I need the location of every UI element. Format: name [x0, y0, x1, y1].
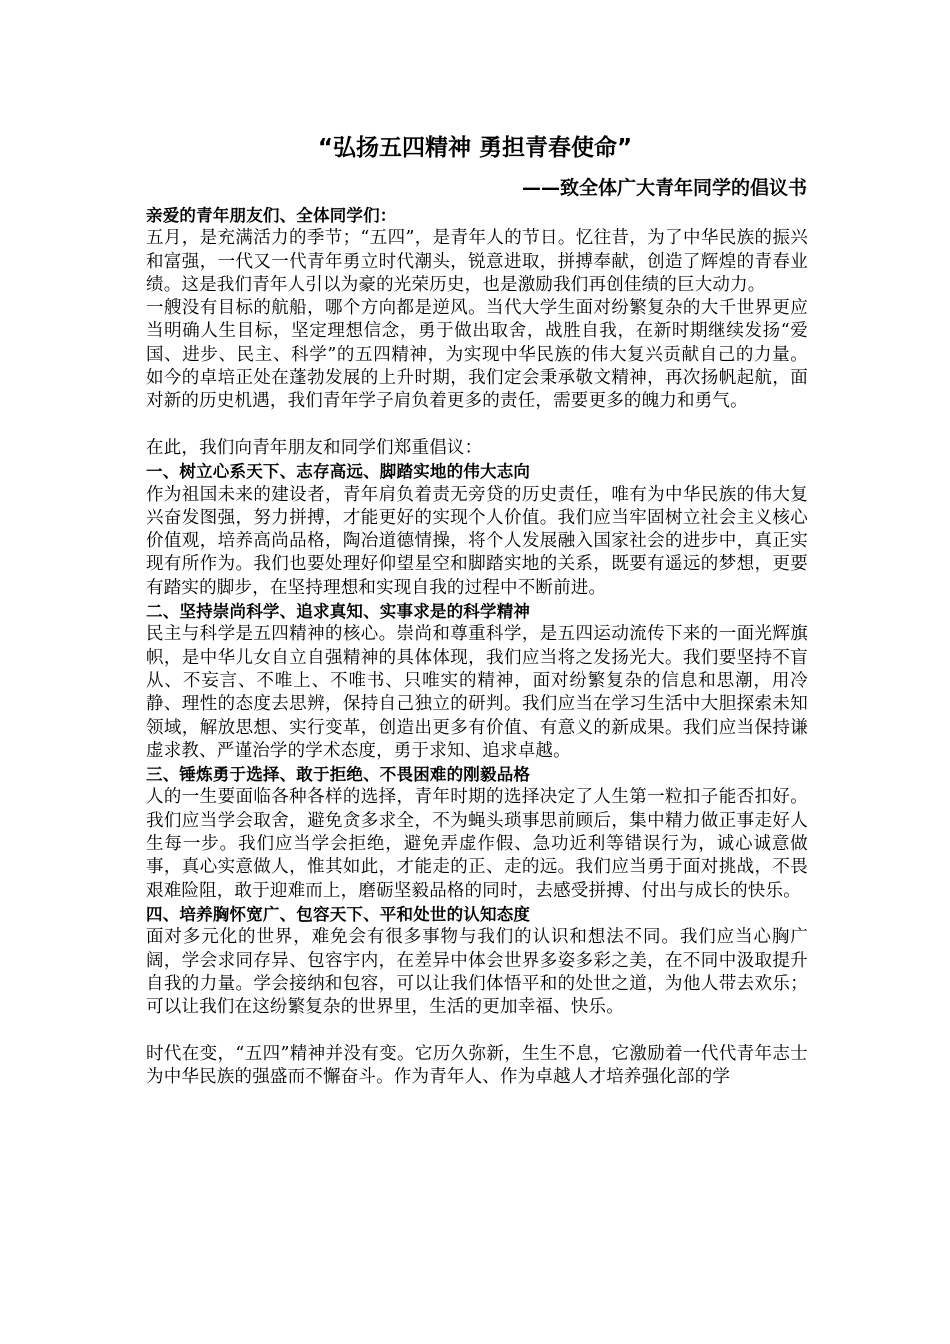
blank-line: [146, 414, 808, 437]
section-text: 民主与科学是五四精神的核心。崇尚和尊重科学，是五四运动流传下来的一面光辉旗帜，是中华儿女自立自强精神的具体体现，我们应当将之发扬光大。我们要坚持不盲从、不妄言、不唯上、不唯书、只唯实的精神，面对纷繁复杂的信息和思潮，用冷静、理性的态度去思辨，保持自己独立的研判。我们应当在学习生活中大胆探索未知领域，解放思想、实行变革，创造出更多有价值、有意义的新成果。我们应当保持谦虚求教、严谨治学的学术态度，勇于求知、追求卓越。: [146, 624, 808, 761]
section-heading: 三、锤炼勇于选择、敢于拒绝、不畏困难的刚毅品格: [146, 765, 531, 785]
call-intro: 在此，我们向青年朋友和同学们郑重倡议：: [146, 437, 483, 458]
section-heading: 一、树立心系天下、志存高远、脚踏实地的伟大志向: [146, 462, 531, 482]
section-text: 人的一生要面临各种各样的选择，青年时期的选择决定了人生第一粒扣子能否扣好。我们应当学会取舍，避免贪多求全，不为蝇头琐事思前顾后，集中精力做正事走好人生每一步。我们应当学会拒绝，避免弄虚作假、急功近利等错误行为，诚心诚意做事，真心实意做人，惟其如此，才能走的正、走的远。我们应当勇于面对挑战，不畏艰难险阻，敢于迎难而上，磨砺坚毅品格的同时，去感受拼搏、付出与成长的快乐。: [146, 787, 808, 901]
intro-paragraph: 一艘没有目标的航船，哪个方向都是逆风。当代大学生面对纷繁复杂的大千世界更应当明确人生目标，坚定理想信念，勇于做出取舍，战胜自我，在新时期继续发扬“爱国、进步、民主、科学”的五四精神，为实现中华民族的伟大复兴贡献自己的力量。如今的卓培正处在蓬勃发展的上升时期，我们定会秉承敬文精神，再次扬帆起航，面对新的历史机遇，我们青年学子肩负着更多的责任，需要更多的魄力和勇气。: [146, 298, 808, 412]
section-text: 面对多元化的世界，难免会有很多事物与我们的认识和想法不同。我们应当心胸广阔，学会求同存异、包容宇内，在差异中体会世界多姿多彩之美，在不同中汲取提升自我的力量。学会接纳和包容，可以让我们体悟平和的处世之道，为他人带去欢乐；可以让我们在这纷繁复杂的世界里，生活的更加幸福、快乐。: [146, 927, 808, 1018]
section-heading: 四、培养胸怀宽广、包容天下、平和处世的认知态度: [146, 904, 531, 924]
section-heading: 二、坚持崇尚科学、追求真知、实事求是的科学精神: [146, 602, 531, 622]
blank-line: [146, 1019, 808, 1042]
document-title: “弘扬五四精神 勇担青春使命”: [317, 135, 633, 161]
intro-paragraph: 五月，是充满活力的季节；“五四”，是青年人的节日。忆往昔，为了中华民族的振兴和富强，一代又一代青年勇立时代潮头，锐意进取，拼搏奉献，创造了辉煌的青春业绩。这是我们青年人引以为豪的光荣历史，也是激励我们再创佳绩的巨大动力。: [146, 228, 808, 295]
salutation: 亲爱的青年朋友们、全体同学们：: [146, 206, 397, 225]
document-subtitle: ——致全体广大青年同学的倡议书: [521, 177, 807, 199]
section-text: 作为祖国未来的建设者，青年肩负着责无旁贷的历史责任，唯有为中华民族的伟大复兴奋发图强，努力拼搏，才能更好的实现个人价值。我们应当牢固树立社会主义核心价值观，培养高尚品格，陶冶道德情操，将个人发展融入国家社会的进步中，真正实现有所作为。我们也要处理好仰望星空和脚踏实地的关系，既要有遥远的梦想，更要有踏实的脚步，在坚持理想和实现自我的过程中不断前进。: [146, 484, 808, 598]
document-body: [146, 204, 808, 1089]
closing-paragraph: 时代在变，“五四”精神并没有变。它历久弥新，生生不息，它激励着一代代青年志士为中华民族的强盛而不懈奋斗。作为青年人、作为卓越人才培养强化部的学: [146, 1043, 808, 1087]
